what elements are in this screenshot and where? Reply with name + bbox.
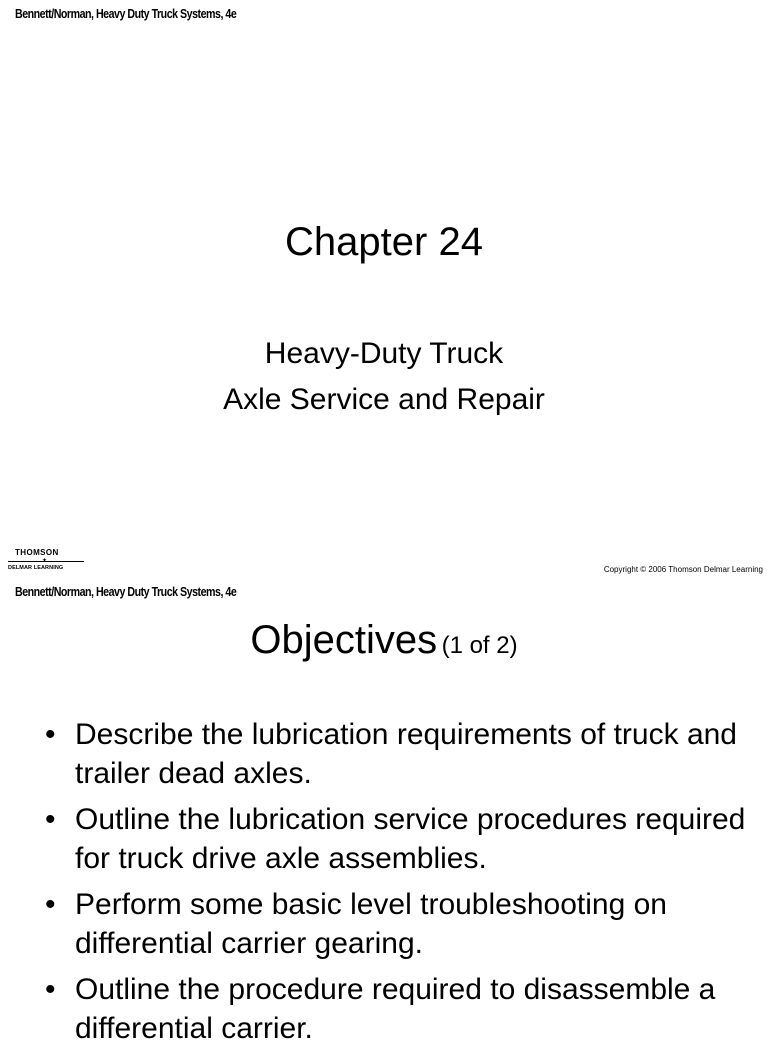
objectives-slide [0, 582, 768, 1045]
copyright-notice: Copyright © 2006 Thomson Delmar Learning [603, 565, 763, 574]
objectives-list [0, 715, 768, 1055]
list-item-text: Describe the lubrication requirements of truck and trailer dead axles. [75, 718, 737, 790]
objectives-count: (1 of 2) [441, 632, 518, 659]
bullet-icon: • [45, 973, 56, 1006]
list-item [0, 885, 768, 963]
logo-top-text: THOMSON [15, 548, 59, 557]
bullet-icon: • [45, 888, 56, 921]
list-item [0, 715, 768, 793]
logo-bottom-text: DELMAR LEARNING [8, 565, 64, 571]
bullet-icon: • [45, 803, 56, 836]
publisher-logo [8, 548, 88, 576]
objectives-heading: Objectives [250, 618, 438, 662]
list-item-text: Outline the lubrication service procedures required for truck drive axle assemblies. [75, 803, 746, 875]
subtitle-line: Axle Service and Repair [223, 383, 545, 416]
objectives-title [0, 618, 768, 663]
slide-header: Bennett/Norman, Heavy Duty Truck Systems, 4e [15, 584, 237, 599]
list-item-text: Perform some basic level troubleshooting on differential carrier gearing. [75, 888, 667, 960]
star-icon: ✦ [42, 558, 48, 564]
list-item [0, 970, 768, 1048]
list-item-text: Outline the procedure required to disassemble a differential carrier. [75, 973, 716, 1045]
chapter-title: Chapter 24 [285, 220, 483, 264]
subtitle-line: Heavy-Duty Truck [264, 337, 504, 370]
bullet-icon: • [45, 718, 56, 751]
list-item [0, 800, 768, 878]
slide-header: Bennett/Norman, Heavy Duty Truck Systems, 4e [15, 6, 237, 21]
chapter-subtitle [0, 331, 768, 423]
